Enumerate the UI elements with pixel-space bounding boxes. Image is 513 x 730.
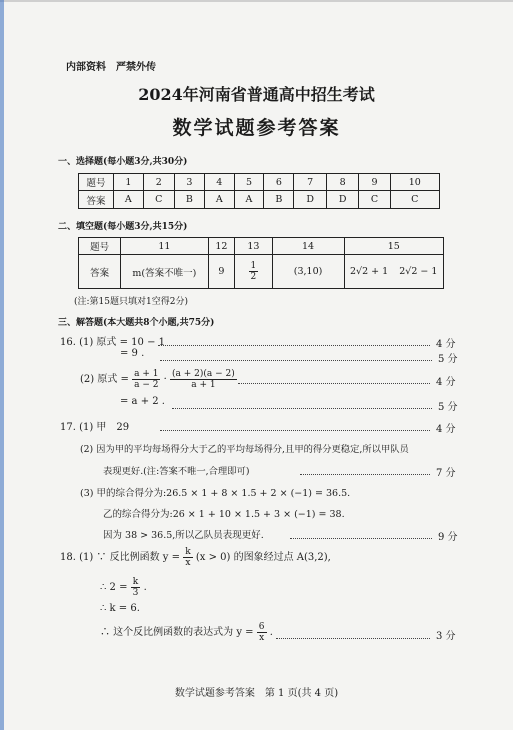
q17-line-2a: (2) 因为甲的平均每场得分大于乙的平均每场得分,且甲的得分更稳定,所以甲队员 <box>80 444 409 455</box>
table-cell: 2√2 − 1 <box>394 255 444 289</box>
score-label: 3 分 <box>436 631 456 642</box>
scan-edge <box>0 0 513 2</box>
q18-line-2-tail: . <box>143 582 147 593</box>
table-cell: 8 <box>326 174 359 191</box>
denominator: a − 2 <box>134 380 159 390</box>
table-cell: D <box>294 191 327 209</box>
table-row <box>79 191 440 209</box>
score-label: 4 分 <box>436 424 456 435</box>
section-solution-heading: 三、解答题(本大题共8个小题,共75分) <box>58 318 215 328</box>
dot-leader <box>290 538 432 539</box>
table-cell: 6 <box>264 174 294 191</box>
q18-line-2-text: ∴ 2 = <box>100 582 128 593</box>
q16-line-1: 16. (1) 原式 = 10 − 1 <box>60 337 165 348</box>
fill-note: (注:第15题只填对1空得2分) <box>74 297 188 307</box>
table-cell: 11 <box>121 238 208 255</box>
table-cell: 2√2 + 1 <box>344 255 394 289</box>
q18-line-4-tail: . <box>269 627 273 638</box>
table-header-cell: 答案 <box>79 255 121 289</box>
q18-line-1 <box>60 545 331 571</box>
table-cell: 9 <box>359 174 390 191</box>
q16-line-2: = 9 . <box>120 348 145 359</box>
multiply-dot: · <box>163 374 167 385</box>
q16-part2 <box>80 364 237 396</box>
dot-leader <box>160 360 432 361</box>
dot-leader <box>238 383 430 384</box>
q17-line-2b: 表现更好.(注:答案不唯一,合理即可) <box>103 466 250 477</box>
table-cell: D <box>326 191 359 209</box>
q17-line-4: 乙的综合得分为:26 × 1 + 10 × 1.5 + 3 × (−1) = 38. <box>103 509 345 520</box>
numerator: 1 <box>250 261 257 271</box>
table-cell: m(答案不唯一) <box>121 255 208 289</box>
table-cell: 7 <box>294 174 327 191</box>
numerator: 6 <box>258 622 265 632</box>
section-fill-heading: 二、填空题(每小题3分,共15分) <box>58 222 188 232</box>
denominator: x <box>185 558 191 568</box>
table-row <box>79 174 440 191</box>
score-label: 4 分 <box>436 339 456 350</box>
table-cell: A <box>234 191 264 209</box>
dot-leader <box>158 345 430 346</box>
table-cell: C <box>143 191 174 209</box>
fraction <box>170 369 237 390</box>
fill-answer-table <box>78 237 444 289</box>
table-cell: 3 <box>174 174 204 191</box>
q18-line-4-text: ∴ 这个反比例函数的表达式为 y = <box>100 627 254 638</box>
table-cell: 15 <box>344 238 443 255</box>
dot-leader <box>276 638 430 639</box>
numerator: k <box>185 547 191 557</box>
fraction <box>249 261 259 282</box>
q18-line-1-tail: (x > 0) 的图象经过点 A(3,2), <box>195 552 331 563</box>
q17-line-5: 因为 38 > 36.5,所以乙队员表现更好. <box>103 530 264 541</box>
q18-line-2 <box>100 575 147 601</box>
score-label: 5 分 <box>438 402 458 413</box>
scan-left-edge <box>0 0 4 730</box>
q18-line-4 <box>100 620 273 646</box>
score-label: 7 分 <box>436 468 456 479</box>
numerator: (a + 2)(a − 2) <box>172 369 235 379</box>
score-label: 5 分 <box>438 354 458 365</box>
section-choice-heading: 一、选择题(每小题3分,共30分) <box>58 157 188 167</box>
table-header-cell: 答案 <box>79 191 114 209</box>
fraction <box>131 577 141 598</box>
q16-part2-label: (2) 原式 = <box>80 374 129 385</box>
answer-key-title: 数学试题参考答案 <box>172 117 341 139</box>
exam-title: 2024年河南省普通高中招生考试 <box>138 85 375 104</box>
table-header-cell: 题号 <box>79 174 114 191</box>
table-cell: 13 <box>235 238 272 255</box>
table-cell: 12 <box>208 238 235 255</box>
q17-line-3: (3) 甲的综合得分为:26.5 × 1 + 8 × 1.5 + 2 × (−1) = 36.5. <box>80 488 351 499</box>
confidential-note: 内部资料 严禁外传 <box>66 62 156 73</box>
denominator: 2 <box>250 272 257 282</box>
choice-answer-table <box>78 173 440 209</box>
dot-leader <box>160 430 430 431</box>
q18-line-3: ∴ k = 6. <box>100 603 140 614</box>
table-cell: 14 <box>272 238 344 255</box>
fraction <box>183 547 192 568</box>
table-cell: 2 <box>143 174 174 191</box>
denominator: 3 <box>132 588 139 598</box>
dot-leader <box>172 408 432 409</box>
q17-line-1: 17. (1) 甲 29 <box>60 422 130 433</box>
table-header-cell: 题号 <box>79 238 121 255</box>
score-label: 4 分 <box>436 377 456 388</box>
dot-leader <box>300 474 430 475</box>
table-cell: 4 <box>204 174 234 191</box>
denominator: a + 1 <box>191 380 216 390</box>
table-cell: 9 <box>208 255 235 289</box>
page-footer: 数学试题参考答案 第 1 页(共 4 页) <box>174 688 339 699</box>
table-cell: B <box>264 191 294 209</box>
table-cell: A <box>204 191 234 209</box>
table-cell: 10 <box>390 174 439 191</box>
fraction-cell <box>235 255 272 289</box>
fraction <box>257 622 267 643</box>
denominator: x <box>259 633 265 643</box>
table-cell: 5 <box>234 174 264 191</box>
table-cell: C <box>359 191 390 209</box>
table-cell: (3,10) <box>272 255 344 289</box>
table-row <box>79 255 444 289</box>
table-cell: B <box>174 191 204 209</box>
q18-line-1-text: 18. (1) ∵ 反比例函数 y = <box>60 552 180 563</box>
q16-line-4: = a + 2 . <box>120 396 165 407</box>
table-row <box>79 238 444 255</box>
numerator: a + 1 <box>134 369 159 379</box>
numerator: k <box>131 577 141 588</box>
table-cell: 1 <box>114 174 144 191</box>
table-cell: C <box>390 191 439 209</box>
table-cell: A <box>114 191 144 209</box>
fraction <box>132 369 160 390</box>
score-label: 9 分 <box>438 532 458 543</box>
